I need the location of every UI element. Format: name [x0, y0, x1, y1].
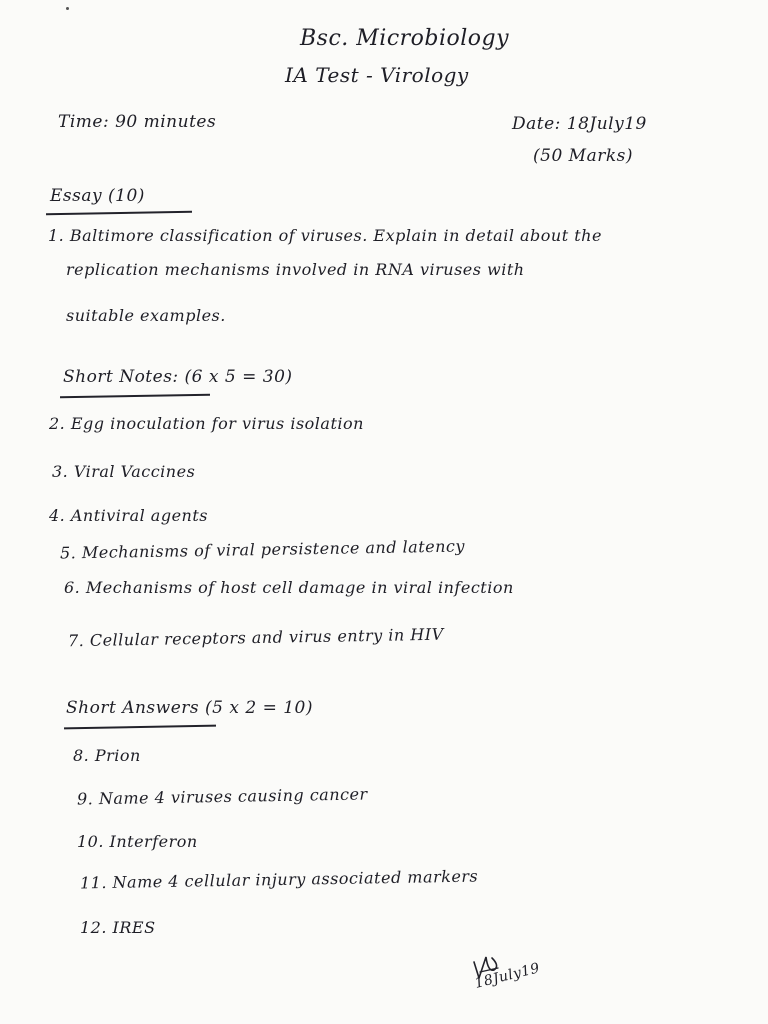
- question-1-line-1: 1. Baltimore classification of viruses. Explain in detail about the: [48, 226, 602, 245]
- short-notes-underline: [60, 394, 210, 398]
- time-allowed: Time: 90 minutes: [58, 112, 217, 132]
- question-8: 8. Prion: [73, 746, 141, 765]
- question-9: 9. Name 4 viruses causing cancer: [76, 784, 368, 809]
- question-6: 6. Mechanisms of host cell damage in viral infection: [64, 578, 514, 597]
- exam-date: Date: 18July19: [512, 114, 647, 134]
- short-answers-heading: Short Answers (5 x 2 = 10): [66, 698, 313, 718]
- short-answers-underline: [64, 725, 216, 729]
- ink-dot: [66, 7, 69, 10]
- essay-underline: [46, 211, 192, 215]
- essay-heading: Essay (10): [50, 186, 145, 206]
- question-2: 2. Egg inoculation for virus isolation: [49, 414, 364, 433]
- question-1-line-3: suitable examples.: [66, 306, 226, 325]
- question-12: 12. IRES: [80, 918, 156, 937]
- question-7: 7. Cellular receptors and virus entry in HIV: [67, 624, 444, 651]
- question-3: 3. Viral Vaccines: [52, 462, 196, 481]
- question-11: 11. Name 4 cellular injury associated markers: [79, 866, 479, 893]
- test-title: IA Test - Virology: [285, 63, 469, 87]
- signature-date: 18July19: [473, 960, 542, 992]
- short-notes-heading: Short Notes: (6 x 5 = 30): [63, 367, 293, 387]
- question-10: 10. Interferon: [77, 832, 198, 851]
- question-5: 5. Mechanisms of viral persistence and latency: [59, 536, 466, 563]
- question-4: 4. Antiviral agents: [49, 506, 208, 525]
- course-title: Bsc. Microbiology: [300, 26, 510, 51]
- question-1-line-2: replication mechanisms involved in RNA viruses with: [66, 260, 525, 279]
- total-marks: (50 Marks): [533, 146, 633, 166]
